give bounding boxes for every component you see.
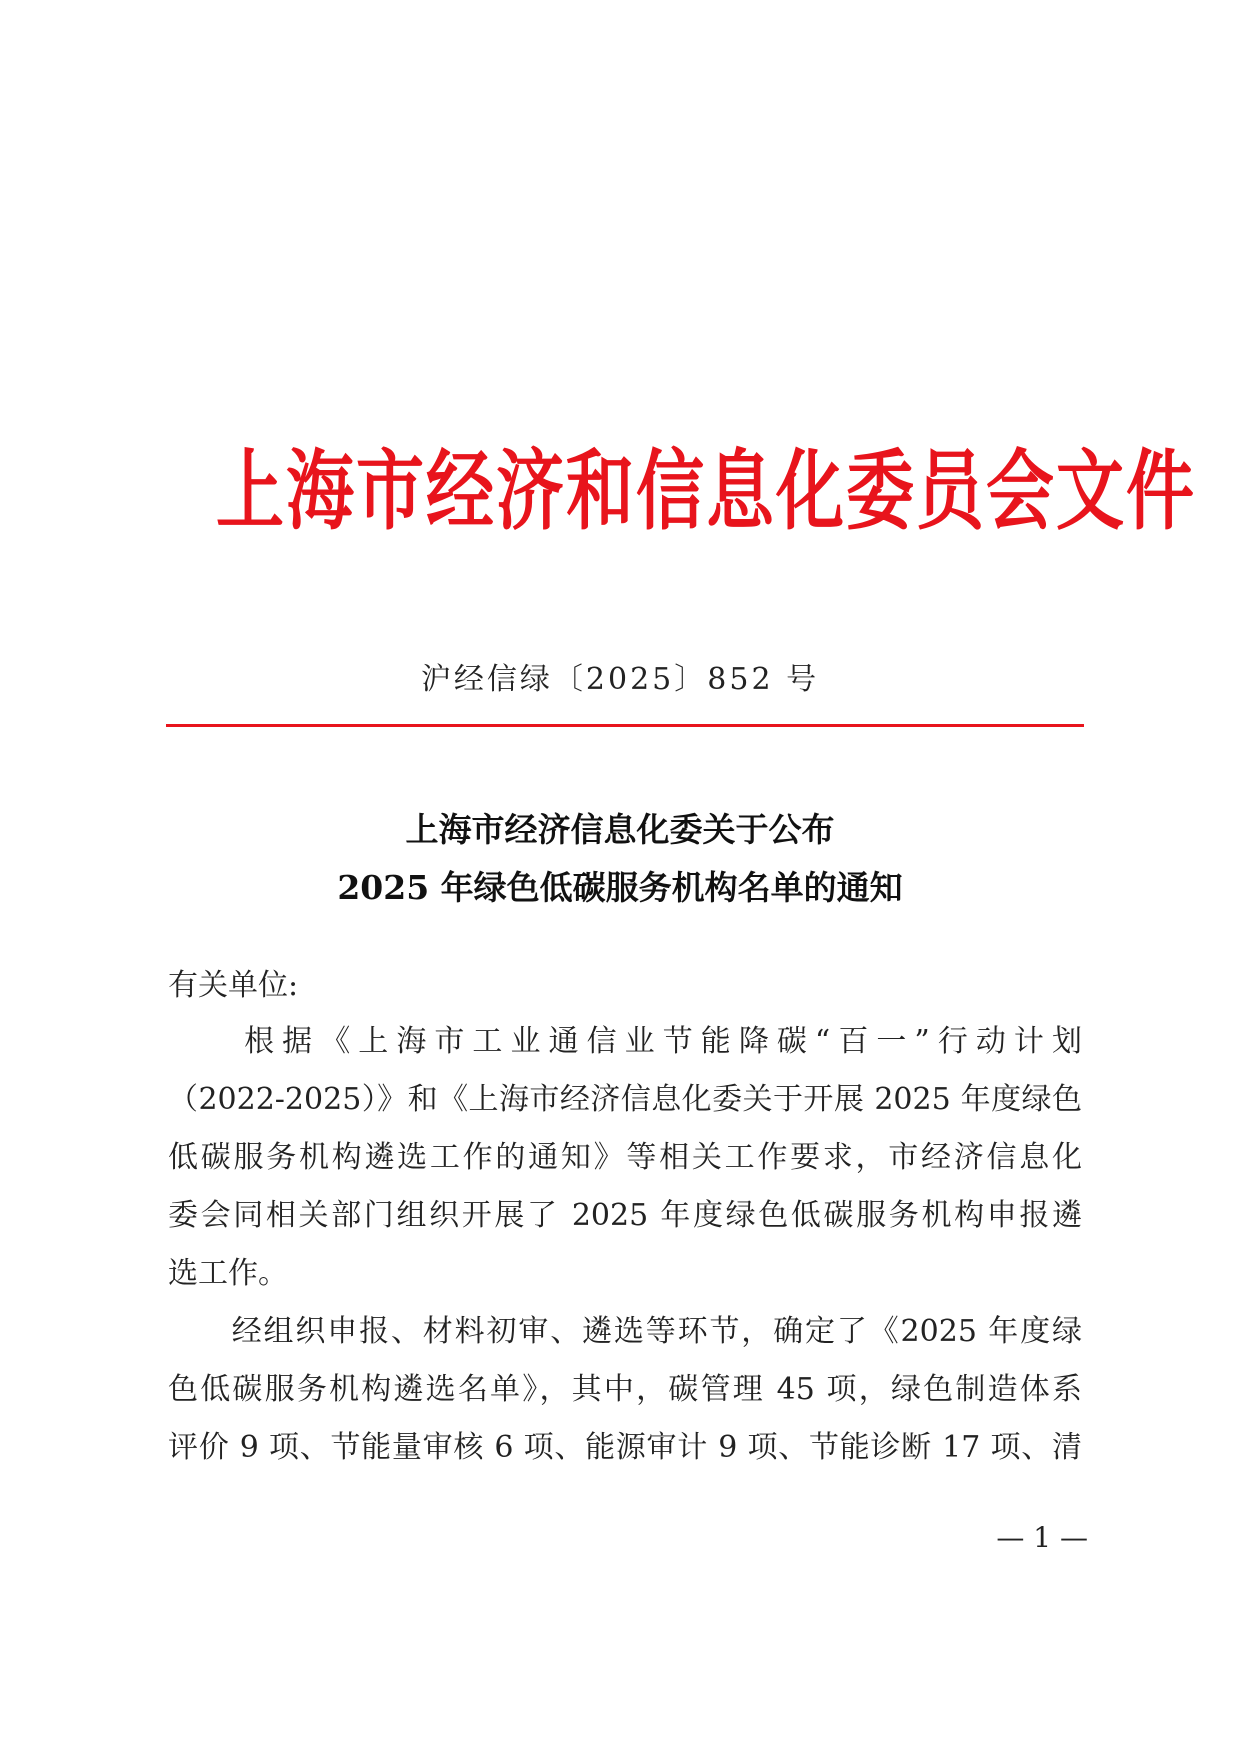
paragraph-line: 根据《上海市工业通信业节能降碳“百一”行动计划: [168, 1024, 1082, 1059]
document-number: 沪经信绿〔2025〕852 号: [420, 662, 820, 697]
paragraph-line: 色低碳服务机构遴选名单》，其中，碳管理 45 项，绿色制造体系: [168, 1372, 1082, 1407]
red-separator-line: [166, 724, 1084, 727]
paragraph-line: 经组织申报、材料初审、遴选等环节，确定了《2025 年度绿: [168, 1314, 1082, 1349]
page-number: — 1 —: [996, 1521, 1088, 1554]
paragraph-line: 委会同相关部门组织开展了 2025 年度绿色低碳服务机构申报遴: [168, 1198, 1082, 1233]
paragraph-line: 评价 9 项、节能量审核 6 项、能源审计 9 项、节能诊断 17 项、清: [168, 1430, 1082, 1465]
issuer-header-title: 上海市经济和信息化委员会文件: [216, 440, 1197, 543]
paragraph-line: 选工作。: [168, 1256, 288, 1291]
notice-title-line-2: 2025 年绿色低碳服务机构名单的通知: [337, 868, 903, 907]
salutation: 有关单位:: [168, 968, 299, 1003]
paragraph-line: 低碳服务机构遴选工作的通知》等相关工作要求，市经济信息化: [168, 1140, 1082, 1175]
notice-title-line-1: 上海市经济信息化委关于公布: [405, 810, 835, 849]
paragraph-line: （2022-2025）》和《上海市经济信息化委关于开展 2025 年度绿色: [168, 1082, 1082, 1117]
